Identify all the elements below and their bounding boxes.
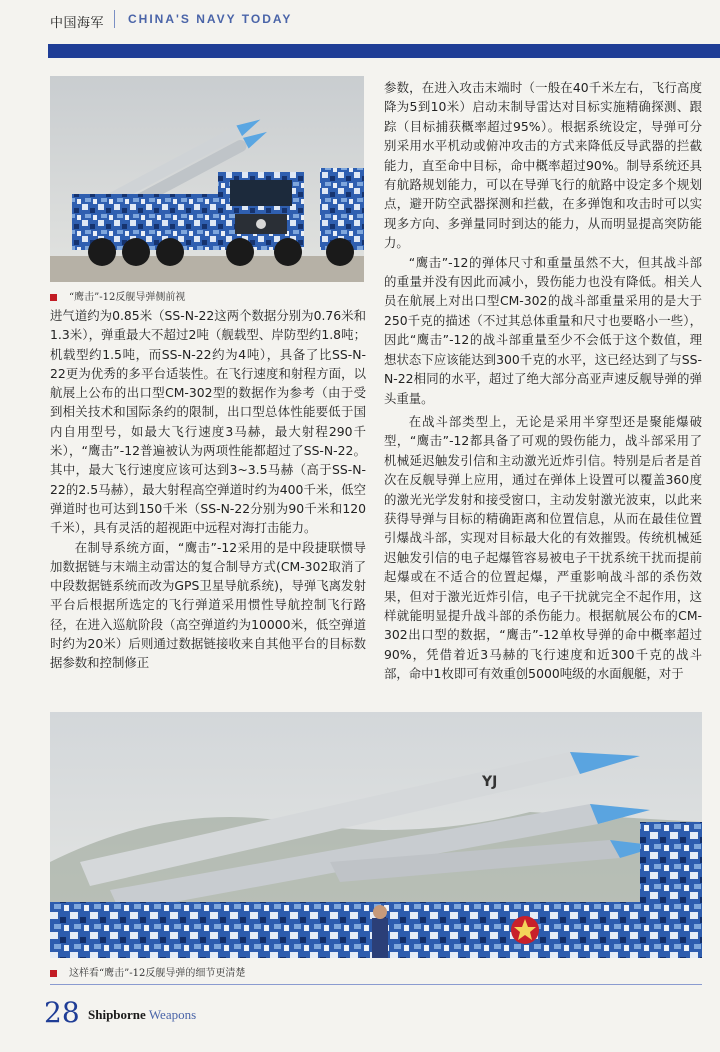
paragraph: “鹰击”-12的弹体尺寸和重量虽然不大，但其战斗部的重量并没有因此而减小，毁伤能力也没有降低。相关人员在航展上对出口型CM-302的战斗部重量采用的是大于250千克的描述（不过其总体重量和尺寸也要略小一些），因此“鹰击”-12的战斗部重量至少不会低于这个数值，理想状态下应该能达到300千克的水平，这已经达到了与SS-N-22相同的水平，超过了绝大部分高亚声速反舰导弹的弹头重量。 [384, 254, 702, 406]
article-column-left [50, 306, 366, 673]
missile-closeup-photo [50, 712, 702, 958]
paragraph: 参数，在进入攻击末端时（一般在40千米左右，飞行高度降为5到10米）启动末制导雷达对目标实施精确探测、跟踪（目标捕获概率超过95%）。根据系统设定，导弹可分别采用水平机动或俯冲攻击的方式来降低反导武器的拦截能力，直至命中目标，命中概率超过90%。制导系统还具有航路规划能力，可以在导弹飞行的航路中设定多个规划点，避开防空武器探测和拦截，在多弹饱和攻击时可以实现多方向、多弹量同时到达的能力，从而明显提高突防能力。 [384, 80, 702, 251]
article-column-right [384, 78, 702, 684]
page-number: 28 [44, 996, 80, 1029]
paragraph: 在制导系统方面，“鹰击”-12采用的是中段捷联惯导加数据链与末端主动雷达的复合制导方式(CM-302取消了中段数据链系统而改为GPS卫星导航系统)，导弹飞离发射平台后根据所选定的飞行弹道采用惯性导航控制飞行路径，在进入巡航阶段（高空弹道约为10000米，低空弹道时约为20米）后则通过数据链接收来自其他平台的目标数据参数和控制修正 [50, 539, 366, 671]
missile-truck-photo [50, 76, 364, 282]
magazine-brand-en: CHINA'S NAVY TODAY [128, 12, 293, 26]
header-color-bar [48, 44, 720, 58]
section-title: Shipborne Weapons [88, 1007, 197, 1022]
caption-square-icon [50, 970, 57, 977]
paragraph: 在战斗部类型上，无论是采用半穿型还是聚能爆破型，“鹰击”-12都具备了可观的毁伤能力，战斗部采用了机械延迟触发引信和主动激光近炸引信。特别是后者是首次在反舰导弹上应用，通过在弹体上设置可以覆盖360度的激光光学发射和接受窗口，主动发射激光波束，以此来获得导弹与目标的精确距离和位置信息，从而在最佳位置引爆战斗部，实现对目标最大化的有效摧毁。传统机械延迟触发引信的电子起爆管容易被电子干扰系统干扰而提前起爆或在不适合的位置起爆，严重影响战斗部的杀伤效果，但对于激光近炸引信，电子干扰就完全不起作用，这样就能明显提升战斗部的杀伤能力。根据航展公布的CM-302出口型的数据，“鹰击”-12单枚导弹的命中概率超过90%，凭借着近3马赫的飞行速度和近300千克的战斗部，命中1枚即可有效重创5000吨级的水面舰艇，对于 [384, 413, 702, 682]
missile-marking: YJ [482, 774, 498, 790]
header-separator [114, 10, 115, 28]
footer-rule [50, 984, 702, 985]
magazine-brand-cn: 中国海军 [50, 16, 105, 31]
paragraph: 进气道约为0.85米（SS-N-22这两个数据分别为0.76米和1.3米），弹重最大不超过2吨（舰载型、岸防型约1.8吨；机载型约1.5吨，而SS-N-22约为4吨），具备了比SS-N-22更为优秀的多平台适装性。在飞行速度和射程方面，以航展上公布的出口型CM-302型的数据作为参考（由于受到相关技术和国际条约的限制，出口型总体性能要低于国内自用型号，如最大飞行速度3马赫，最大射程290千米），“鹰击”-12普遍被认为两项性能都超过了SS-N-22。其中，最大飞行速度应该可达到3~3.5马赫（高于SS-N-22的2.5马赫），最大射程高空弹道时约为400千米，低空弹道时也可达到150千米（SS-N-22分别为90千米和120千米），具有灵活的超视距中远程对海打击能力。 [50, 308, 366, 536]
caption-square-icon [50, 294, 57, 301]
page-header [0, 0, 720, 44]
photo-caption-1: “鹰击”-12反舰导弹侧前视 [50, 288, 185, 303]
photo-caption-2: 这样看“鹰击”-12反舰导弹的细节更清楚 [50, 964, 245, 979]
